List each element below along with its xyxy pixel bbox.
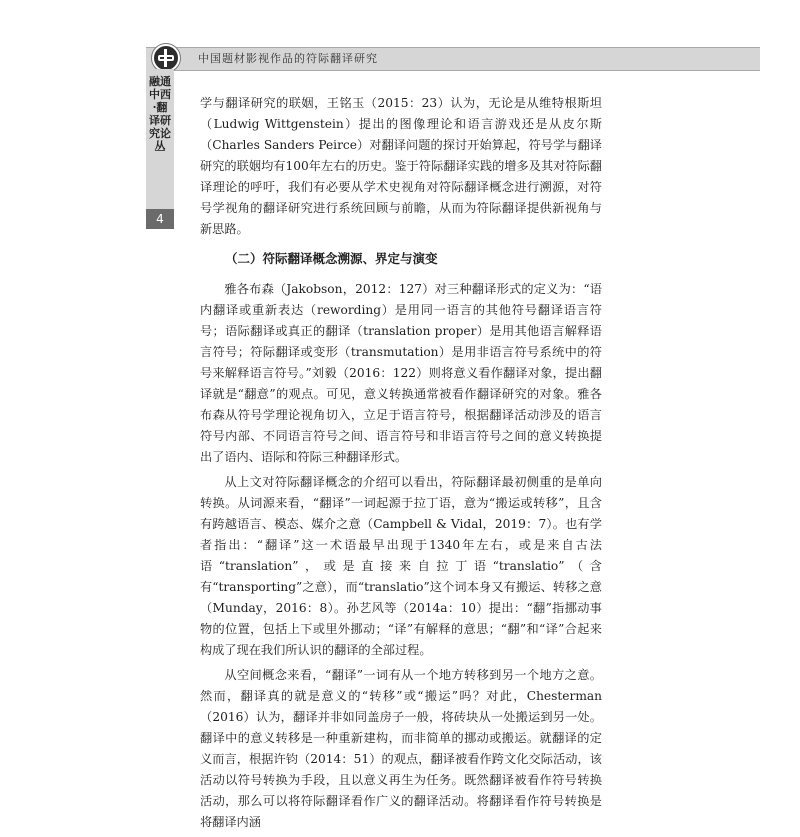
page-number: 4: [146, 209, 174, 229]
paragraph-4: 从空间概念来看，“翻译”一词有从一个地方转移到另一个地方之意。然而，翻译真的就是意义的“转移”或“搬运”吗？对此，Chesterman（2016）认为，翻译并非如同盖房子一般，将砖块从一处搬运到另一处。翻译中的意义转移是一种重新建构，而非简单的挪动或搬运。就翻译的定义而言，根据许钧（2014：51）的观点，翻译被看作跨文化交际活动，该活动以符号转换为手段，且以意义再生为任务。既然翻译被看作符号转换活动，那么可以将符际翻译看作广义的翻译活动。将翻译看作符号转换是将翻译内涵: [200, 668, 602, 829]
running-header-title: 中国题材影视作品的符际翻译研究: [198, 52, 378, 65]
side-series-title: 融通中西·翻译研究论丛: [149, 75, 171, 153]
paragraph-3: 从上文对符际翻译概念的介绍可以看出，符际翻译最初侧重的是单向转换。从词源来看，“翻译”一词起源于拉丁语，意为“搬运或转移”，且含有跨越语言、模态、媒介之意（Campbell & Vidal，2019：7）。也有学者指出：“翻译”这一术语最早出现于1340年左右，或是来自古法语“translation”，或是直接来自拉丁语“translatio”（含有“transporting”之意），而“translatio”这个词本身又有搬运、转移之意（Munday，2016：8）。孙艺风等（2014a：10）提出：“翻”指挪动事物的位置，包括上下或里外挪动；“译”有解释的意思；“翻”和“译”合起来构成了现在我们所认识的翻译的全部过程。: [200, 475, 602, 657]
body-text: [200, 93, 602, 837]
section-heading: （二）符际翻译概念溯源、界定与演变: [225, 251, 438, 266]
paragraph-2: 雅各布森（Jakobson，2012：127）对三种翻译形式的定义为：“语内翻译或重新表达（rewording）是用同一语言的其他符号翻译语言符号；语际翻译或真正的翻译（translation proper）是用其他语言解释语言符号；符际翻译或变形（transmutation）是用非语言符号系统中的符号来解释语言符号。”刘毅（2016：122）则将意义看作翻译对象，提出翻译就是“翻意”的观点。可见，意义转换通常被看作翻译研究的对象。雅各布森从符号学理论视角切入，立足于语言符号，根据翻译活动涉及的语言符号内部、不同语言符号之间、语言符号和非语言符号之间的意义转换提出了语内、语际和符际三种翻译形式。: [200, 282, 602, 464]
paragraph-1: 学与翻译研究的联姻，王铭玉（2015：23）认为，无论是从维特根斯坦（Ludwig Wittgenstein）提出的图像理论和语言游戏还是从皮尔斯（Charles Sanders Peirce）对翻译问题的探讨开始算起，符号学与翻译研究的联姻均有100年左右的历史。鉴于符际翻译实践的增多及其对符际翻译理论的呼吁，我们有必要从学术史视角对符际翻译概念进行溯源，对符号学视角的翻译研究进行系统回顾与前瞻，从而为符际翻译提供新视角与新思路。: [200, 96, 602, 236]
publisher-logo-icon: [152, 44, 180, 72]
